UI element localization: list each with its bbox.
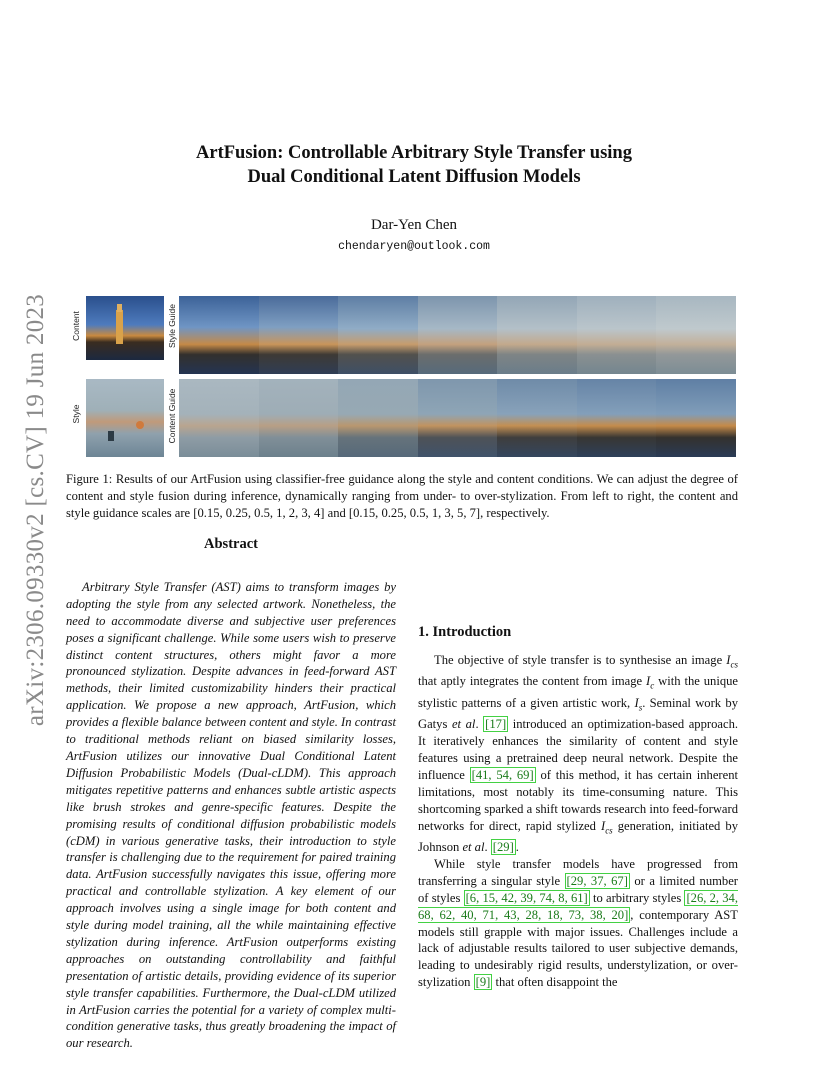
citation-link[interactable]: [26, 2, 34, 68, 62, 40, 71, 43, 28, 18, 73, 38, 20] (418, 890, 739, 922)
style-guide-result-5 (497, 296, 577, 374)
style-guide-strip (179, 296, 736, 374)
label-style-guide: Style Guide (167, 304, 177, 348)
abstract-heading: Abstract (204, 536, 258, 552)
content-guide-result-3 (338, 379, 418, 457)
citation-link[interactable]: [41, 54, 69] (471, 767, 534, 782)
style-guide-result-1 (179, 296, 259, 374)
section-heading-introduction: 1. Introduction (418, 624, 512, 640)
arxiv-id-text: arXiv:2306.09330v2 [cs.CV] 19 Jun 2023 (22, 293, 49, 727)
content-guide-result-4 (418, 379, 498, 457)
citation-link[interactable]: [17] (485, 717, 507, 732)
arxiv-identifier (6, 290, 66, 730)
style-guide-result-3 (338, 296, 418, 374)
title-line-1: ArtFusion: Controllable Arbitrary Style Transfer using (196, 143, 632, 163)
label-content-guide: Content Guide (167, 388, 177, 444)
content-guide-result-6 (577, 379, 657, 457)
citation-link[interactable]: [6, 15, 42, 39, 74, 8, 61] (465, 890, 588, 905)
style-guide-result-7 (656, 296, 736, 374)
left-column (66, 536, 396, 1052)
citation-link[interactable]: [29, 37, 67] (566, 873, 628, 888)
intro-paragraph-1: The objective of style transfer is to synthesise an image $I_{cs}$ that aptly integrates the content from image $I_c$ with the unique stylistic patterns of a given artistic work, $I_s$. Seminal work by Gatys et al. [17] introduced an optimization-based approach. It iteratively enhances the similarity of content and style features using a pretrained deep neural network. Despite the influence [41, 54, 69] of this method, it has certain inherent limitations, most notably its time-consuming nature. This shortcoming sparked a shift towards research into feed-forward networks for direct, rapid stylized $I_{cs}$ generation, initiated by Johnson et al. [29] . (418, 652, 739, 855)
label-content: Content (71, 311, 81, 341)
paper-title (0, 141, 828, 189)
abstract-text: Arbitrary Style Transfer (AST) aims to transform images by adopting the style from any selected artwork. Nonetheless, the need to accommodate diverse and subjective user preferences poses a significant challenge. While some users wish to preserve distinct content structures, others might favor a more pronounced stylization. Despite advances in feed-forward AST methods, their limited customizability hinders their practical application. We propose a new approach, ArtFusion, which provides a flexible balance between content and style. In contrast to traditional methods reliant on biased similarity losses, ArtFusion utilizes our innovative Dual Conditional Latent Diffusion Probabilistic Models (Dual-cLDM). This approach mitigates repetitive patterns and enhances subtle artistic aspects like brush strokes and genre-specific features. Despite the promising results of conditional diffusion probabilistic models (cDM) in various generative tasks, their introduction to style transfer is challenging due to the requirement for paired training data. ArtFusion successfully navigates this issue, offering more practical and controllable stylization. A key element of our approach involves using a single image for both content and style during model training, all the while maintaining effective stylization during inference. ArtFusion outperforms existing approaches on outstanding controllability and faithful presentation of artistic details, providing evidence of its superior style transfer capabilities. Furthermore, the Dual-cLDM utilized in ArtFusion carries the potential for a variety of complex multi-condition generative tasks, thus greatly broadening the impact of our research. (66, 579, 396, 1051)
right-column (418, 624, 739, 991)
figure-caption: Figure 1: Results of our ArtFusion using classifier-free guidance along the style and content conditions. We can adjust the degree of content and style fusion during inference, dynamically ranging from under- to over-stylization. From left to right, the content and style guidance scales are [0.15, 0.25, 0.5, 1, 2, 3, 4] and [0.15, 0.25, 0.5, 1, 3, 5, 7], respectively. (66, 472, 738, 520)
label-style: Style (71, 404, 81, 424)
content-image (86, 296, 164, 360)
content-guide-result-7 (656, 379, 736, 457)
content-guide-result-5 (497, 379, 577, 457)
style-guide-result-4 (418, 296, 498, 374)
style-image (86, 379, 164, 457)
citation-link[interactable]: [29] (492, 840, 514, 855)
content-guide-result-1 (179, 379, 259, 457)
author-email: chendaryen@outlook.com (338, 240, 490, 253)
figure-1 (66, 292, 746, 460)
author-name: Dar-Yen Chen (370, 217, 458, 233)
style-guide-result-6 (577, 296, 657, 374)
intro-paragraph-2: While style transfer models have progressed from transferring a singular style [29, 37, 67] or a limited number of styles [6, 15, 42, 39, 74, 8, 61] to arbitrary styles [26, 2, 34, 68, 62, 40, 71, 43, 28, 18, 73, 38, 20] , contemporary AST models still grapple with major issues. Challenges include a lack of adjustable results tailored to user subjective demands, leading to undesirably rigid results, understylization, or over-stylization [9] that often disappoint the (418, 856, 739, 990)
citation-link[interactable]: [9] (475, 975, 491, 990)
title-line-2: Dual Conditional Latent Diffusion Models (247, 167, 581, 187)
content-guide-strip (179, 379, 736, 457)
content-guide-result-2 (259, 379, 339, 457)
style-guide-result-2 (259, 296, 339, 374)
